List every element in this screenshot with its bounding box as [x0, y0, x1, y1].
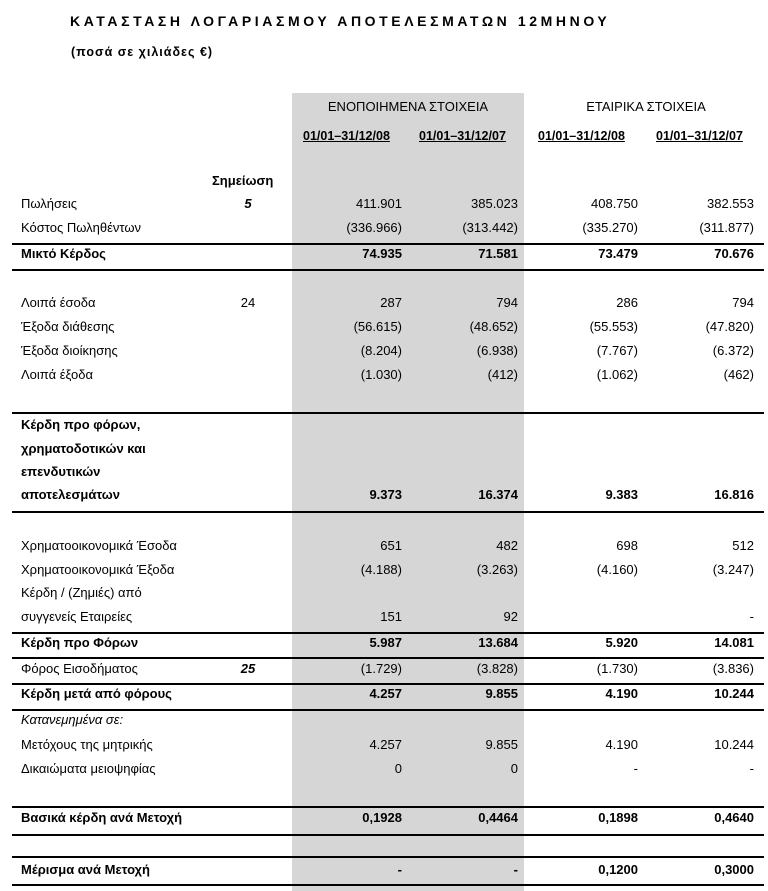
table-row: [0, 538, 768, 558]
column-header-company-2008: 01/01–31/12/08: [538, 129, 625, 143]
row-label-line: συγγενείς Εταιρείες: [21, 609, 133, 624]
row-value: 0,1898: [598, 810, 638, 825]
row-value: 512: [732, 538, 754, 553]
row-label: Πωλήσεις: [21, 196, 77, 211]
row-value: (55.553): [589, 319, 638, 334]
row-value: (3.247): [712, 562, 754, 577]
note-column-header: Σημείωση: [212, 173, 274, 188]
table-row-total: [0, 417, 768, 437]
table-row: [0, 761, 768, 781]
row-note: 25: [240, 661, 256, 676]
row-value: 286: [616, 295, 638, 310]
row-value: 13.684: [478, 635, 518, 650]
statement-title: ΚΑΤΑΣΤΑΣΗ ΛΟΓΑΡΙΑΣΜΟΥ ΑΠΟΤΕΛΕΣΜΑΤΩΝ 12ΜΗΝΟΥ: [70, 13, 611, 29]
divider-rule: [12, 632, 764, 634]
row-value: (462): [723, 367, 754, 382]
row-label: Κατανεμημένα σε:: [21, 712, 124, 727]
row-value: 408.750: [591, 196, 638, 211]
row-value: 0,4640: [714, 810, 754, 825]
table-row: [0, 343, 768, 363]
row-value: (6.372): [712, 343, 754, 358]
row-value: (7.767): [596, 343, 638, 358]
row-label: Μετόχους της μητρικής: [21, 737, 153, 752]
row-value: 14.081: [714, 635, 754, 650]
row-value: (3.828): [476, 661, 518, 676]
table-row-total: [0, 246, 768, 266]
company-group-header: ΕΤΑΙΡΙΚΑ ΣΤΟΙΧΕΙΑ: [586, 99, 706, 114]
table-row: [0, 295, 768, 315]
row-value: 651: [380, 538, 402, 553]
row-value: 0: [394, 761, 402, 776]
row-label: Μικτό Κέρδος: [21, 246, 106, 261]
table-row-total: [0, 686, 768, 706]
row-value: 16.816: [714, 487, 754, 502]
divider-rule: [12, 269, 764, 271]
row-value: 74.935: [362, 246, 402, 261]
row-label: Έξοδα διοίκησης: [21, 343, 118, 358]
row-value: 287: [380, 295, 402, 310]
row-value: (3.263): [476, 562, 518, 577]
row-value: 0: [510, 761, 518, 776]
table-row-total: [0, 810, 768, 830]
row-value: 10.244: [714, 737, 754, 752]
row-label: Λοιπά έσοδα: [21, 295, 96, 310]
row-value: -: [397, 862, 402, 877]
row-value: 4.257: [369, 737, 402, 752]
divider-rule: [12, 657, 764, 659]
row-value: 5.987: [369, 635, 402, 650]
row-value: (1.730): [596, 661, 638, 676]
row-value: (3.836): [712, 661, 754, 676]
row-label-line: αποτελεσμάτων: [21, 487, 121, 502]
row-value: -: [749, 609, 754, 624]
table-row: [0, 367, 768, 387]
table-row: [0, 585, 768, 605]
column-header-consolidated-2008: 01/01–31/12/08: [303, 129, 390, 143]
table-row-total: [0, 487, 768, 507]
divider-rule: [12, 834, 764, 836]
divider-rule: [12, 243, 764, 245]
table-row-total: [0, 635, 768, 655]
row-label: Κόστος Πωληθέντων: [21, 220, 141, 235]
row-value: 385.023: [471, 196, 518, 211]
row-value: 411.901: [355, 196, 402, 211]
row-value: (313.442): [462, 220, 518, 235]
row-value: -: [633, 761, 638, 776]
row-value: 4.190: [605, 686, 638, 701]
row-value: (8.204): [360, 343, 402, 358]
column-header-consolidated-2007: 01/01–31/12/07: [419, 129, 506, 143]
row-note: 24: [240, 295, 256, 310]
row-label: Χρηματοοικονομικά Έσοδα: [21, 538, 177, 553]
table-row: [0, 737, 768, 757]
table-row-total: [0, 441, 768, 461]
row-value: -: [513, 862, 518, 877]
row-value: 0,1200: [598, 862, 638, 877]
row-label-line: Κέρδη προ φόρων,: [21, 417, 141, 432]
row-label: Χρηματοοικονομικά Έξοδα: [21, 562, 175, 577]
row-label: Κέρδη μετά από φόρους: [21, 686, 172, 701]
table-row-total: [0, 464, 768, 484]
row-value: 0,1928: [362, 810, 402, 825]
table-row-total: [0, 862, 768, 882]
row-value: (56.615): [353, 319, 402, 334]
row-value: 0,4464: [478, 810, 518, 825]
row-label: Έξοδα διάθεσης: [21, 319, 115, 334]
row-value: (4.188): [360, 562, 402, 577]
row-value: 71.581: [478, 246, 518, 261]
row-value: 10.244: [714, 686, 754, 701]
row-value: 698: [616, 538, 638, 553]
row-value: (336.966): [346, 220, 402, 235]
row-value: (4.160): [596, 562, 638, 577]
consolidated-group-header: ΕΝΟΠΟΙΗΜΕΝΑ ΣΤΟΙΧΕΙΑ: [327, 99, 489, 114]
row-value: 9.373: [369, 487, 402, 502]
table-row: [0, 609, 768, 629]
row-value: 4.190: [605, 737, 638, 752]
table-row: [0, 196, 768, 216]
row-label: Βασικά κέρδη ανά Μετοχή: [21, 810, 183, 825]
table-row: [0, 319, 768, 339]
row-value: 482: [496, 538, 518, 553]
divider-rule: [12, 806, 764, 808]
column-header-company-2007: 01/01–31/12/07: [656, 129, 743, 143]
divider-rule: [12, 884, 764, 886]
row-note: 5: [244, 196, 252, 211]
row-label: Δικαιώματα μειοψηφίας: [21, 761, 156, 776]
row-value: 9.855: [485, 737, 518, 752]
row-value: 73.479: [598, 246, 638, 261]
units-subtitle: (ποσά σε χιλιάδες €): [71, 45, 214, 59]
row-value: (6.938): [476, 343, 518, 358]
divider-rule: [12, 511, 764, 513]
table-row: [0, 661, 768, 681]
row-value: (48.652): [469, 319, 518, 334]
row-value: 794: [732, 295, 754, 310]
table-row: [0, 562, 768, 582]
row-value: 9.855: [485, 686, 518, 701]
row-value: 4.257: [369, 686, 402, 701]
row-label-line: επενδυτικών: [21, 464, 101, 479]
row-value: 794: [496, 295, 518, 310]
row-value: (335.270): [582, 220, 638, 235]
row-value: 9.383: [605, 487, 638, 502]
row-label-line: χρηματοδοτικών και: [21, 441, 146, 456]
row-value: 92: [503, 609, 518, 624]
row-value: (1.062): [596, 367, 638, 382]
row-value: (311.877): [699, 220, 754, 235]
row-label: Μέρισμα ανά Μετοχή: [21, 862, 150, 877]
row-value: (47.820): [705, 319, 754, 334]
row-value: 382.553: [707, 196, 754, 211]
divider-rule: [12, 412, 764, 414]
row-value: -: [749, 761, 754, 776]
divider-rule: [12, 683, 764, 685]
row-value: (1.030): [360, 367, 402, 382]
divider-rule: [12, 709, 764, 711]
row-value: 0,3000: [714, 862, 754, 877]
row-value: 151: [380, 609, 402, 624]
table-row: [0, 220, 768, 240]
row-label: Κέρδη προ Φόρων: [21, 635, 139, 650]
row-value: (1.729): [360, 661, 402, 676]
table-row: [0, 712, 768, 732]
row-label-line: Κέρδη / (Ζημιές) από: [21, 585, 142, 600]
row-value: (412): [487, 367, 518, 382]
divider-rule: [12, 856, 764, 858]
row-value: 5.920: [605, 635, 638, 650]
row-value: 70.676: [714, 246, 754, 261]
row-label: Φόρος Εισοδήματος: [21, 661, 138, 676]
row-label: Λοιπά έξοδα: [21, 367, 93, 382]
row-value: 16.374: [478, 487, 518, 502]
